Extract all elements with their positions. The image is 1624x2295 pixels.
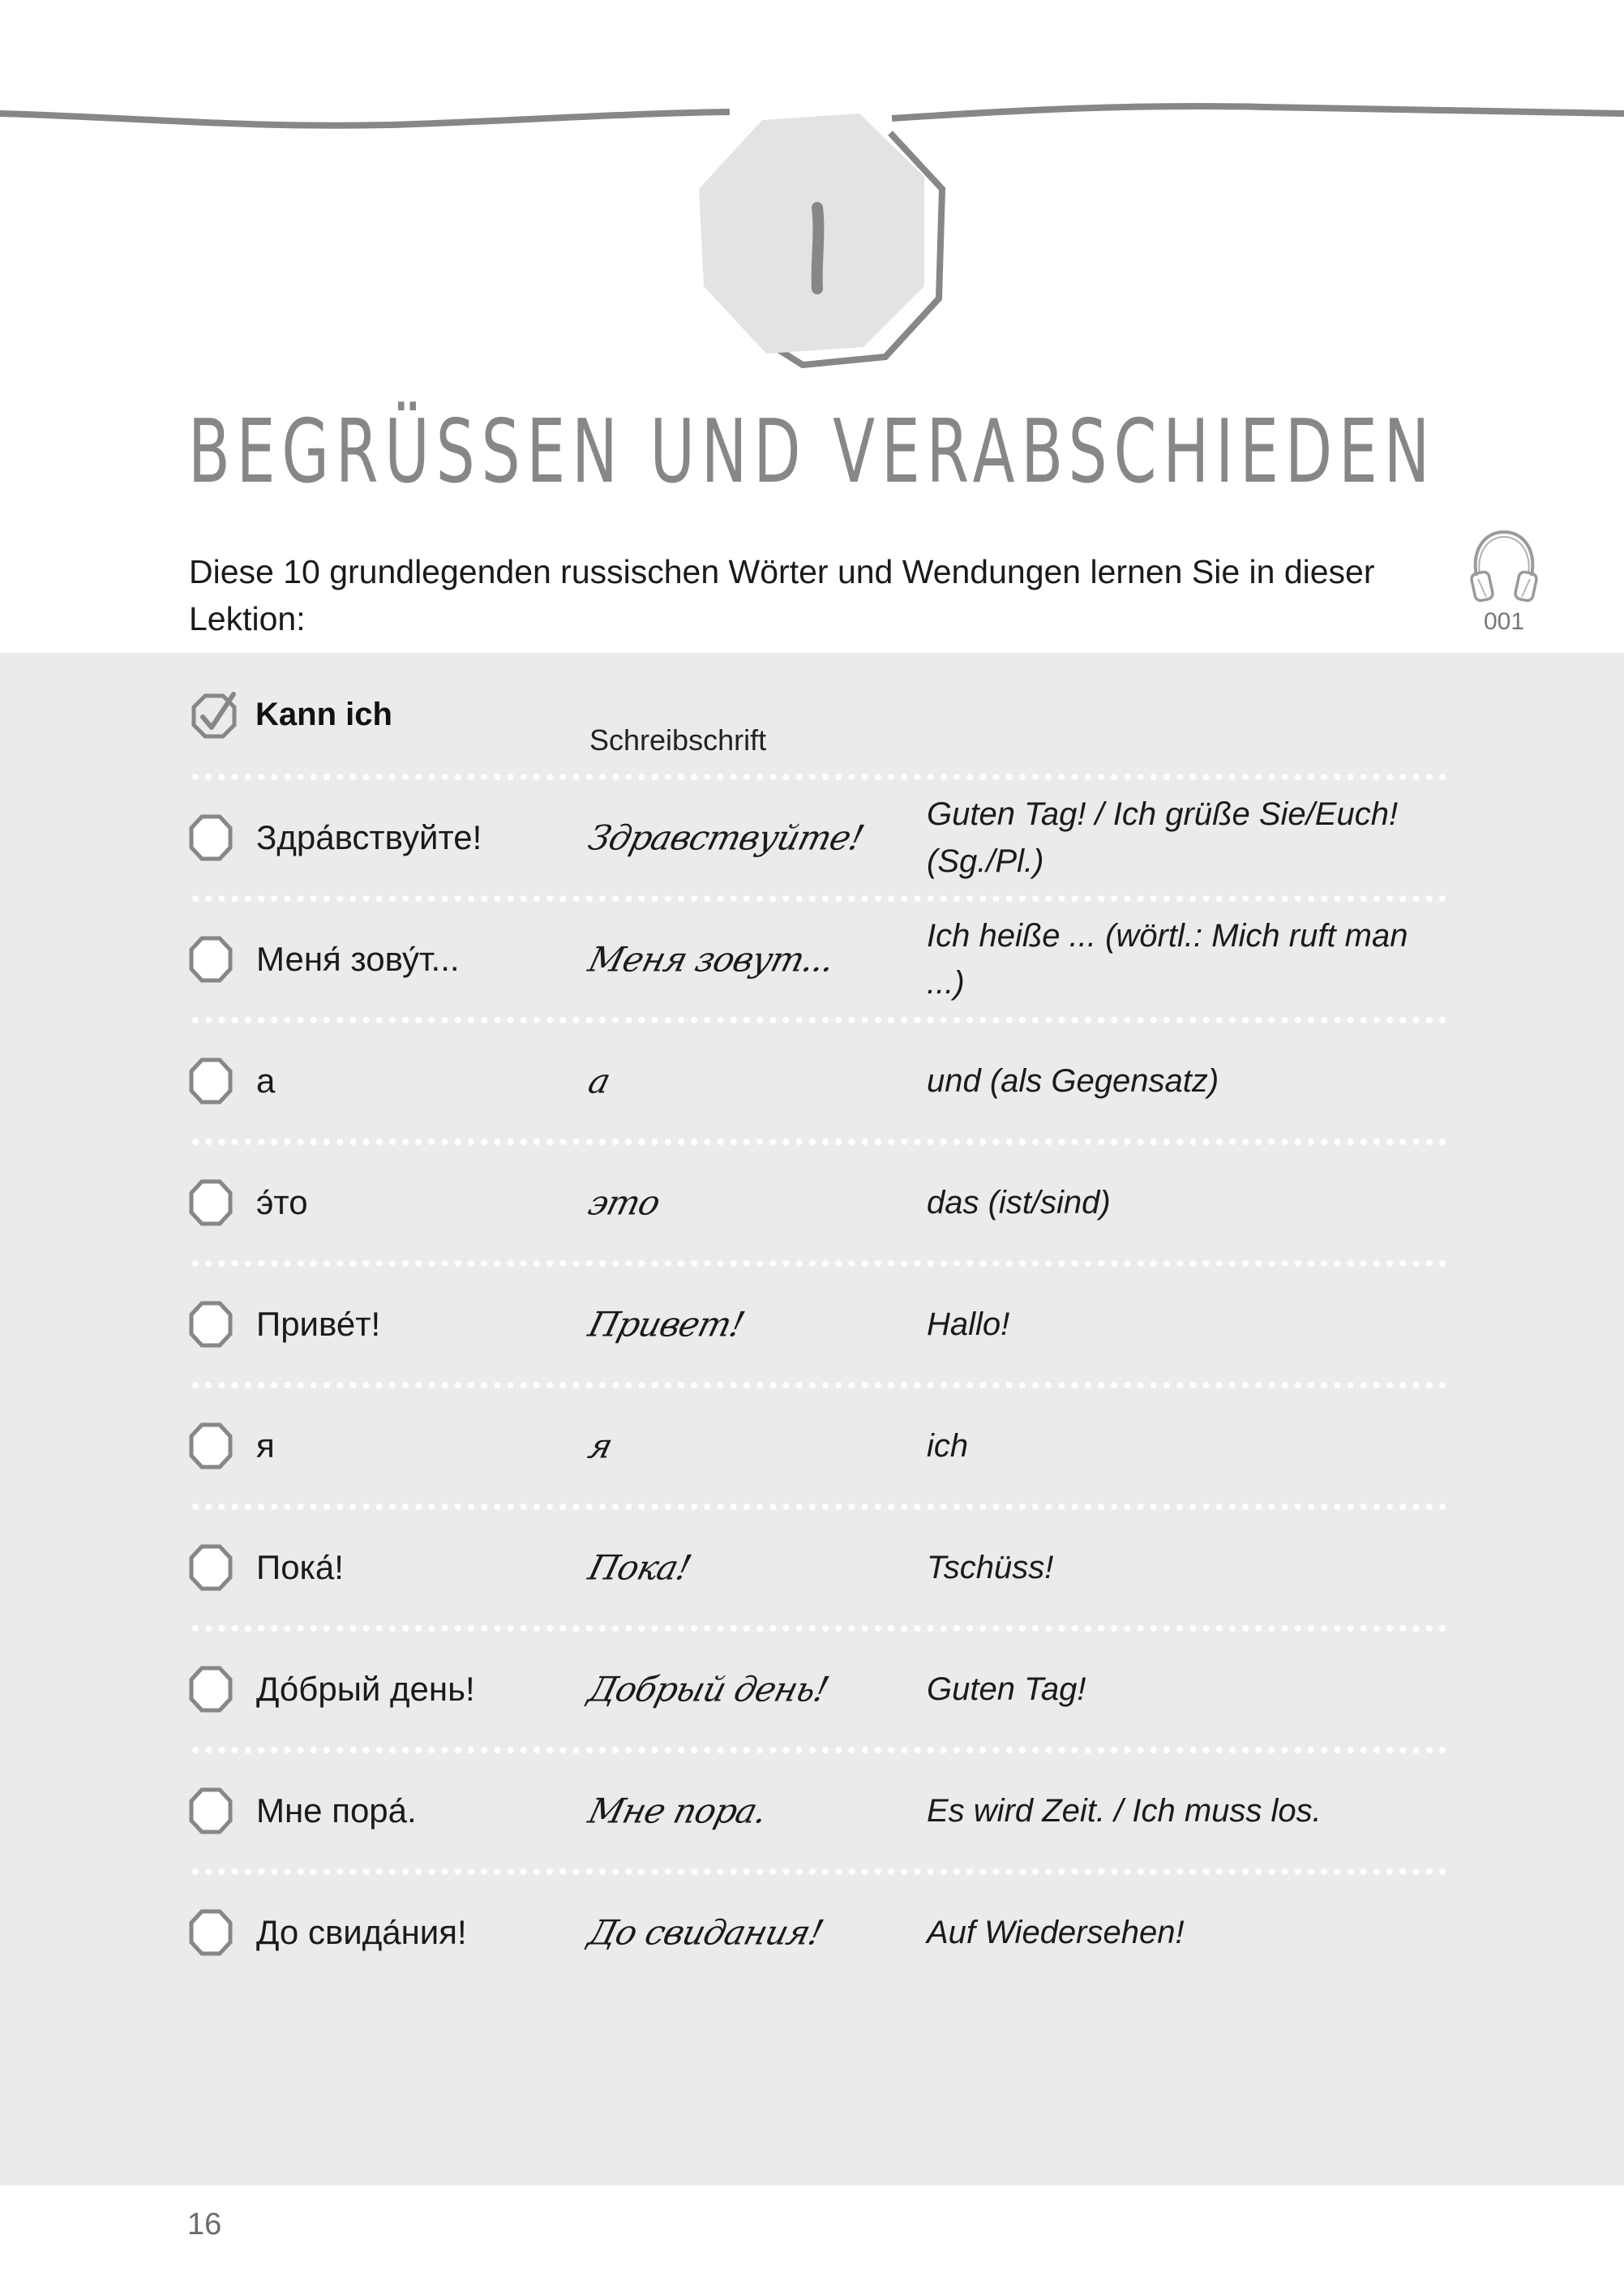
cursive-word: а (584, 1061, 615, 1101)
cursive-word: Пока! (584, 1547, 696, 1588)
chapter-title: BEGRÜSSEN UND VERABSCHIEDEN (187, 401, 1437, 503)
german-translation: Tschüss! (927, 1550, 1054, 1585)
audio-track-number: 001 (1483, 608, 1525, 635)
octagon-checkbox[interactable] (189, 1787, 233, 1834)
table-header (189, 689, 1446, 770)
russian-word: Мне пора́. (256, 1791, 417, 1830)
cursive-word: Здравствуйте! (584, 817, 868, 858)
vocab-row (189, 1020, 1446, 1142)
page-number: 16 (187, 2207, 222, 2241)
octagon-checkbox[interactable] (189, 814, 233, 861)
vocab-row (189, 899, 1446, 1020)
octagon-checkbox[interactable] (189, 1909, 233, 1956)
vocab-row (189, 1142, 1446, 1263)
octagon-checkbox[interactable] (189, 1422, 233, 1469)
headphones-icon (1465, 525, 1543, 607)
german-translation: das (ist/sind) (927, 1185, 1111, 1220)
german-translation: Hallo! (927, 1306, 1010, 1342)
intro-text: Diese 10 grundlegenden russischen Wörter und Wendungen lernen Sie in dieser Lektion: (189, 553, 1375, 637)
octagon-checkbox[interactable] (189, 1544, 233, 1591)
german-translation: Ich heiße ... (wörtl.: Mich ruft man ...) (927, 918, 1408, 1001)
vocab-row (189, 1872, 1446, 1993)
vocab-row (189, 1628, 1446, 1750)
vocab-row (189, 1507, 1446, 1628)
german-translation: Guten Tag! (927, 1671, 1086, 1707)
cursive-word: Привет! (584, 1304, 748, 1345)
cursive-word: это (584, 1182, 664, 1223)
octagon-checkbox[interactable] (189, 1179, 233, 1226)
audio-track-button[interactable] (1459, 525, 1549, 647)
cursive-word: я (584, 1426, 616, 1466)
russian-word: Пока́! (256, 1548, 344, 1586)
octagon-checkbox[interactable] (189, 1666, 233, 1713)
octagon-checkbox[interactable] (189, 1057, 233, 1105)
russian-word: Приве́т! (256, 1305, 381, 1343)
chapter-number-glyph (681, 104, 949, 371)
octagon-checkbox[interactable] (189, 1301, 233, 1348)
russian-word: Здра́вствуйте! (256, 818, 482, 856)
column-header-schreibschrift: Schreibschrift (589, 723, 767, 757)
russian-word: Меня́ зову́т... (256, 940, 460, 978)
german-translation: ich (927, 1428, 969, 1464)
vocab-row (189, 1750, 1446, 1872)
german-translation: Es wird Zeit. / Ich muss los. (927, 1793, 1322, 1829)
chapter-badge (681, 104, 949, 371)
german-translation: Guten Tag! / Ich grüße Sie/Euch! (Sg./Pl.) (927, 796, 1399, 879)
vocab-row (189, 777, 1446, 899)
russian-word: я (256, 1426, 275, 1465)
check-octagon-icon (189, 691, 239, 741)
cursive-word: Меня зовут... (584, 939, 838, 980)
octagon-checkbox[interactable] (189, 936, 233, 983)
russian-word: До́брый день! (256, 1670, 475, 1708)
russian-word: а (256, 1062, 276, 1100)
cursive-word: Добрый день! (584, 1669, 833, 1709)
cursive-word: До свидания! (584, 1912, 827, 1953)
russian-word: э́то (256, 1183, 308, 1221)
cursive-word: Мне пора. (584, 1791, 771, 1831)
vocab-row (189, 1263, 1446, 1385)
german-translation: und (als Gegensatz) (927, 1063, 1219, 1099)
russian-word: До свида́ния! (256, 1913, 467, 1951)
column-header-kann-ich: Kann ich (255, 697, 392, 732)
german-translation: Auf Wiedersehen! (927, 1915, 1185, 1950)
vocab-row (189, 1385, 1446, 1507)
